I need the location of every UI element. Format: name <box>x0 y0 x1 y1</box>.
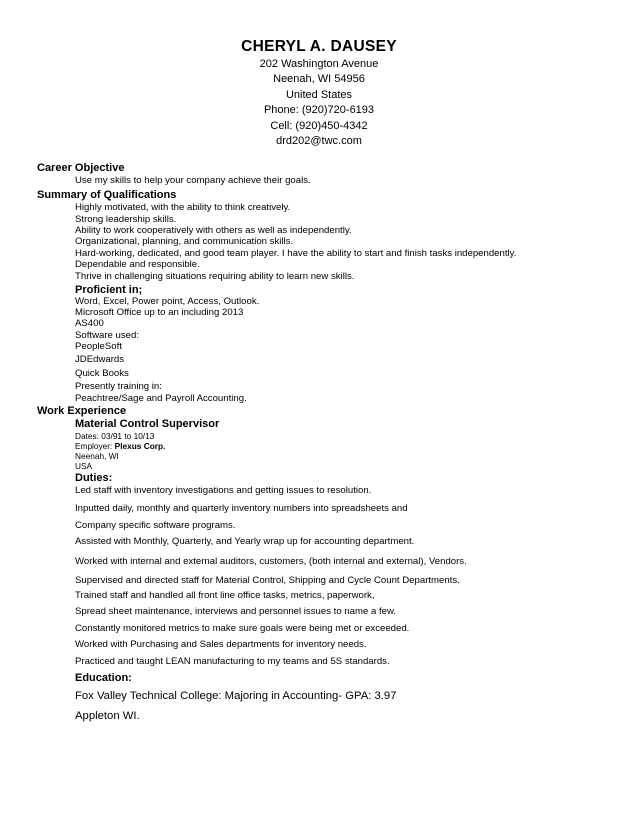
duties-heading: Duties: <box>75 472 113 484</box>
job-dates: Dates: 03/91 to 10/13 <box>75 431 155 441</box>
summary-item: Hard-working, dedicated, and good team player. I have the ability to start and finish tasks independently. <box>75 248 517 259</box>
address-line-2: Neenah, WI 54956 <box>273 73 365 86</box>
summary-item: Highly motivated, with the ability to think creatively. <box>75 202 291 213</box>
summary-item: Thrive in challenging situations requiring ability to learn new skills. <box>75 271 355 282</box>
summary-item: Organizational, planning, and communication skills. <box>75 236 294 247</box>
employer-label: Employer: <box>75 441 113 451</box>
job-title: Material Control Supervisor <box>75 418 220 430</box>
address-country: United States <box>285 88 353 101</box>
proficient-item: JDEdwards <box>75 354 125 365</box>
proficient-item: Peachtree/Sage and Payroll Accounting. <box>75 393 247 404</box>
work-experience-heading: Work Experience <box>37 405 127 417</box>
proficient-item: Presently training in: <box>75 381 162 392</box>
summary-item: Ability to work cooperatively with others as well as independently. <box>75 225 352 236</box>
duty-item: Company specific software programs. <box>75 520 236 531</box>
candidate-name: CHERYL A. DAUSEY <box>241 38 397 55</box>
job-city: Neenah, WI <box>75 451 119 461</box>
email-address: drd202@twc.com <box>276 135 362 148</box>
proficient-item: Software used: <box>75 330 139 341</box>
proficient-item: Quick Books <box>75 368 129 379</box>
proficient-item: Microsoft Office up to an including 2013 <box>75 307 244 318</box>
job-employer <box>75 441 165 451</box>
proficient-item: AS400 <box>75 318 104 329</box>
duty-item: Worked with internal and external auditors, customers, (both internal and external), Vendors. <box>75 556 467 567</box>
employer-name: Plexus Corp. <box>114 441 166 451</box>
career-objective-heading: Career Objective <box>37 162 125 174</box>
duty-item: Worked with Purchasing and Sales departments for inventory needs. <box>75 639 367 650</box>
summary-item: Dependable and responsible. <box>75 259 200 270</box>
phone-number: Phone: (920)720-6193 <box>263 104 375 117</box>
duty-item: Trained staff and handled all front line office tasks, metrics, paperwork, <box>75 590 375 601</box>
duty-item: Practiced and taught LEAN manufacturing to my teams and 5S standards. <box>75 656 390 667</box>
duty-item: Supervised and directed staff for Material Control, Shipping and Cycle Count Departments. <box>75 575 460 586</box>
summary-heading: Summary of Qualifications <box>37 189 177 201</box>
job-country: USA <box>75 461 93 471</box>
education-heading: Education: <box>75 672 132 684</box>
proficient-heading: Proficient in; <box>75 284 143 296</box>
proficient-item: PeopleSoft <box>75 341 122 352</box>
duty-item: Spread sheet maintenance, interviews and personnel issues to name a few. <box>75 606 397 617</box>
resume-header <box>0 38 638 149</box>
duty-item: Inputted daily, monthly and quarterly inventory numbers into spreadsheets and <box>75 503 408 514</box>
education-location: Appleton WI. <box>75 710 140 722</box>
education-school: Fox Valley Technical College: Majoring in Accounting- GPA: 3.97 <box>75 690 397 702</box>
duty-item: Assisted with Monthly, Quarterly, and Yearly wrap up for accounting department. <box>75 536 415 547</box>
duty-item: Led staff with inventory investigations and getting issues to resolution. <box>75 485 372 496</box>
proficient-item: Word, Excel, Power point, Access, Outlook. <box>75 296 260 307</box>
cell-number: Cell: (920)450-4342 <box>270 119 368 132</box>
address-line-1: 202 Washington Avenue <box>259 58 379 70</box>
career-objective-text: Use my skills to help your company achieve their goals. <box>75 175 311 186</box>
summary-item: Strong leadership skills. <box>75 214 177 225</box>
duty-item: Constantly monitored metrics to make sure goals were being met or exceeded. <box>75 623 410 634</box>
